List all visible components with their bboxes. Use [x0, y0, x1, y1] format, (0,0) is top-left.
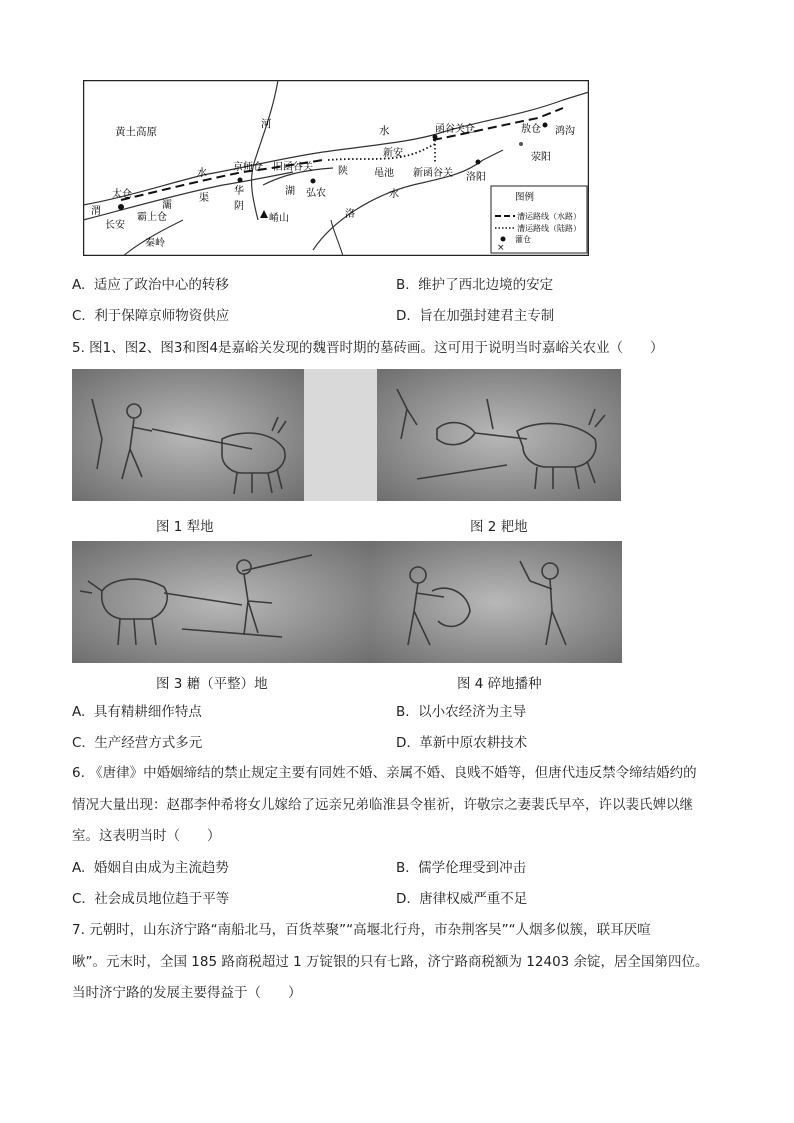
figure-2-image [377, 369, 621, 501]
map-label-shan: 陕 [338, 166, 348, 177]
q5-option-d: D. 革新中原农耕技术 [396, 735, 528, 751]
q7-stem-line3: 当时济宁路的发展主要得益于（ ） [72, 985, 302, 1001]
map-label-hangu-granary: 函谷关仓 [435, 124, 475, 135]
map-label-taicang: 太仓 [112, 189, 132, 200]
legend-title: 图例 [515, 192, 535, 203]
canal-route-map [83, 80, 589, 256]
figure-2-caption: 图 2 耙地 [470, 519, 528, 535]
map-label-changan: 长安 [105, 220, 125, 231]
map-label-wei: 渭 [91, 206, 101, 217]
q7-stem-line2: 啾”。元末时，全国 185 路商税超过 1 万锭银的只有七路，济宁路商税额为 12403 余锭，居全国第四位。 [72, 954, 709, 970]
q6-option-a: A. 婚姻自由成为主流趋势 [72, 860, 229, 876]
q6-stem-line1: 6. 《唐律》中婚姻缔结的禁止规定主要有同姓不婚、亲属不婚、良贱不婚等，但唐代违反禁令缔结婚约的 [72, 765, 697, 781]
map-label-bashang: 霸上仓 [137, 212, 167, 223]
map-label-yin: 阴 [234, 201, 244, 212]
q6-stem-line2: 情况大量出现：赵郡李仲希将女儿嫁给了远亲兄弟临淮县令崔祈，许敬宗之妻裴氏早卒，许以裴氏婢以继 [72, 797, 693, 813]
map-label-mianchi: 黾池 [374, 168, 394, 179]
map-label-he: 河 [261, 118, 272, 130]
map-label-shui2: 水 [389, 189, 399, 200]
figure-1-image [72, 369, 304, 501]
map-label-shui-qu: 水 [197, 168, 207, 179]
q6-option-c: C. 社会成员地位趋于平等 [72, 891, 230, 907]
map-label-xingyang: 荥阳 [531, 152, 551, 163]
q4-option-c: C. 利于保障京师物资供应 [72, 308, 230, 324]
q4-option-a: A. 适应了政治中心的转移 [72, 277, 229, 293]
map-label-hu: 湖 [285, 186, 295, 197]
figure-3-caption: 图 3 耱（平整）地 [156, 676, 268, 692]
map-label-luo: 洛 [345, 209, 355, 220]
map-label-loess: 黄土高原 [115, 126, 157, 138]
q6-stem-line3: 室。这表明当时（ ） [72, 828, 221, 844]
map-label-qinling: 秦岭 [145, 238, 165, 249]
q5-stem: 5. 图1、图2、图3和图4是嘉峪关发现的魏晋时期的墓砖画。这可用于说明当时嘉峪关农业（ ） [72, 340, 664, 356]
figure-4-caption: 图 4 碎地播种 [457, 676, 542, 692]
figure-1-caption: 图 1 犁地 [156, 519, 214, 535]
q7-stem-line1: 7. 元朝时，山东济宁路“南船北马，百货萃聚”“高堰北行舟，市杂荆客吴”“人烟多似簇，联耳厌喧 [72, 922, 651, 938]
map-label-xinan: 新安 [383, 148, 403, 159]
map-label-qu: 渠 [199, 193, 209, 204]
q5-option-c: C. 生产经营方式多元 [72, 735, 203, 751]
legend-granary: 灌仓 [515, 235, 531, 244]
map-label-old-hangu: 旧函谷关 [273, 162, 313, 173]
map-label-yaoshan: 崤山 [269, 213, 289, 224]
q4-option-b: B. 维护了西北边境的安定 [396, 277, 554, 293]
svg-text:×: × [497, 243, 505, 253]
map-label-hongnong: 弘农 [306, 188, 326, 199]
legend-water: 漕运路线（水路） [517, 212, 581, 221]
q6-option-d: D. 唐律权威严重不足 [396, 891, 528, 907]
figure-gap [304, 369, 377, 501]
map-svg [83, 80, 589, 256]
figure-4-image [370, 541, 622, 663]
q4-option-d: D. 旨在加强封建君主专制 [396, 308, 555, 324]
map-label-new-hangu: 新函谷关 [413, 168, 453, 179]
q6-option-b: B. 儒学伦理受到冲击 [396, 860, 527, 876]
map-label-luoyang: 洛阳 [466, 172, 486, 183]
map-label-shui1: 水 [379, 125, 390, 137]
map-label-honggou: 鸿沟 [555, 126, 575, 137]
q5-option-b: B. 以小农经济为主导 [396, 704, 527, 720]
map-label-hua: 华 [234, 186, 244, 197]
q5-option-a: A. 具有精耕细作特点 [72, 704, 202, 720]
map-label-aocang: 敖仓 [521, 124, 541, 135]
figure-3-image [72, 541, 370, 663]
map-label-jingshi-granary: 京师仓 [233, 162, 263, 173]
legend-land: 漕运路线（陆路） [517, 224, 581, 233]
map-label-ba: 灞 [162, 200, 172, 211]
